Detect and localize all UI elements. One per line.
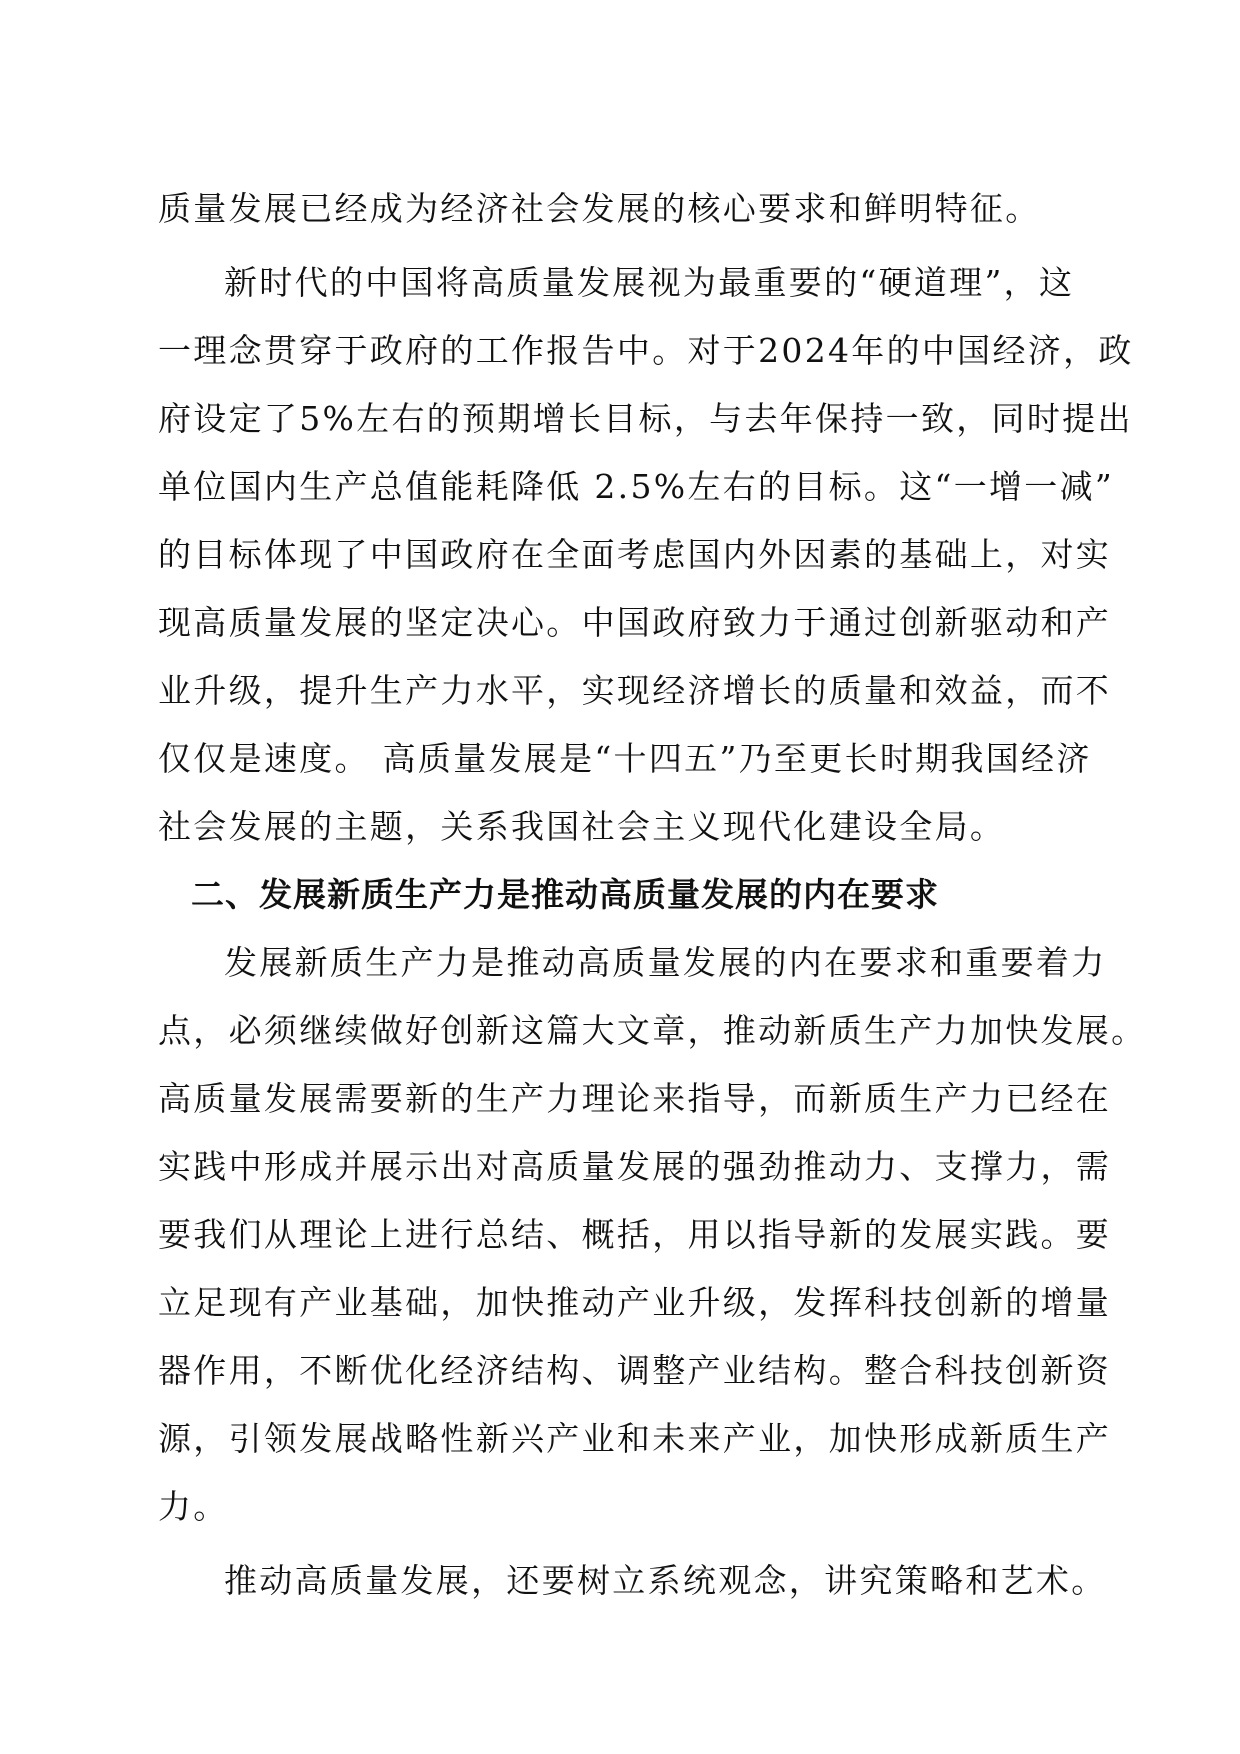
paragraph-line: 府设定了5%左右的预期增长目标，与去年保持一致，同时提出 xyxy=(158,399,1133,438)
paragraph-line: 实践中形成并展示出对高质量发展的强劲推动力、支撑力，需 xyxy=(158,1147,1112,1186)
paragraph-line: 社会发展的主题，关系我国社会主义现代化建设全局。 xyxy=(158,807,1006,846)
body-text xyxy=(158,175,1147,1615)
section-heading: 二、发展新质生产力是推动高质量发展的内在要求 xyxy=(191,875,939,914)
paragraph-line: 单位国内生产总值能耗降低 2.5%左右的目标。这“一增一减” xyxy=(158,467,1115,506)
paragraph-line: 立足现有产业基础，加快推动产业升级，发挥科技创新的增量 xyxy=(158,1283,1112,1322)
paragraph-line: 力。 xyxy=(158,1487,229,1526)
paragraph-line: 业升级，提升生产力水平，实现经济增长的质量和效益，而不 xyxy=(158,671,1112,710)
paragraph-line: 质量发展已经成为经济社会发展的核心要求和鲜明特征。 xyxy=(158,189,1041,228)
paragraph-line: 推动高质量发展，还要树立系统观念，讲究策略和艺术。 xyxy=(224,1561,1107,1600)
paragraph-line: 发展新质生产力是推动高质量发展的内在要求和重要着力 xyxy=(224,943,1107,982)
paragraph-line: 要我们从理论上进行总结、概括，用以指导新的发展实践。要 xyxy=(158,1215,1112,1254)
paragraph-line: 仅仅是速度。 高质量发展是“十四五”乃至更长时期我国经济 xyxy=(158,739,1092,778)
paragraph-line: 器作用，不断优化经济结构、调整产业结构。整合科技创新资 xyxy=(158,1351,1112,1390)
paragraph-line: 新时代的中国将高质量发展视为最重要的“硬道理”，这 xyxy=(224,263,1075,302)
paragraph-line: 源，引领发展战略性新兴产业和未来产业，加快形成新质生产 xyxy=(158,1419,1112,1458)
paragraph-line: 一理念贯穿于政府的工作报告中。对于2024年的中国经济，政 xyxy=(158,331,1134,370)
paragraph-line: 点，必须继续做好创新这篇大文章，推动新质生产力加快发展。 xyxy=(158,1011,1147,1050)
paragraph-line: 高质量发展需要新的生产力理论来指导，而新质生产力已经在 xyxy=(158,1079,1112,1118)
paragraph-line: 现高质量发展的坚定决心。中国政府致力于通过创新驱动和产 xyxy=(158,603,1112,642)
paragraph-line: 的目标体现了中国政府在全面考虑国内外因素的基础上，对实 xyxy=(158,535,1112,574)
